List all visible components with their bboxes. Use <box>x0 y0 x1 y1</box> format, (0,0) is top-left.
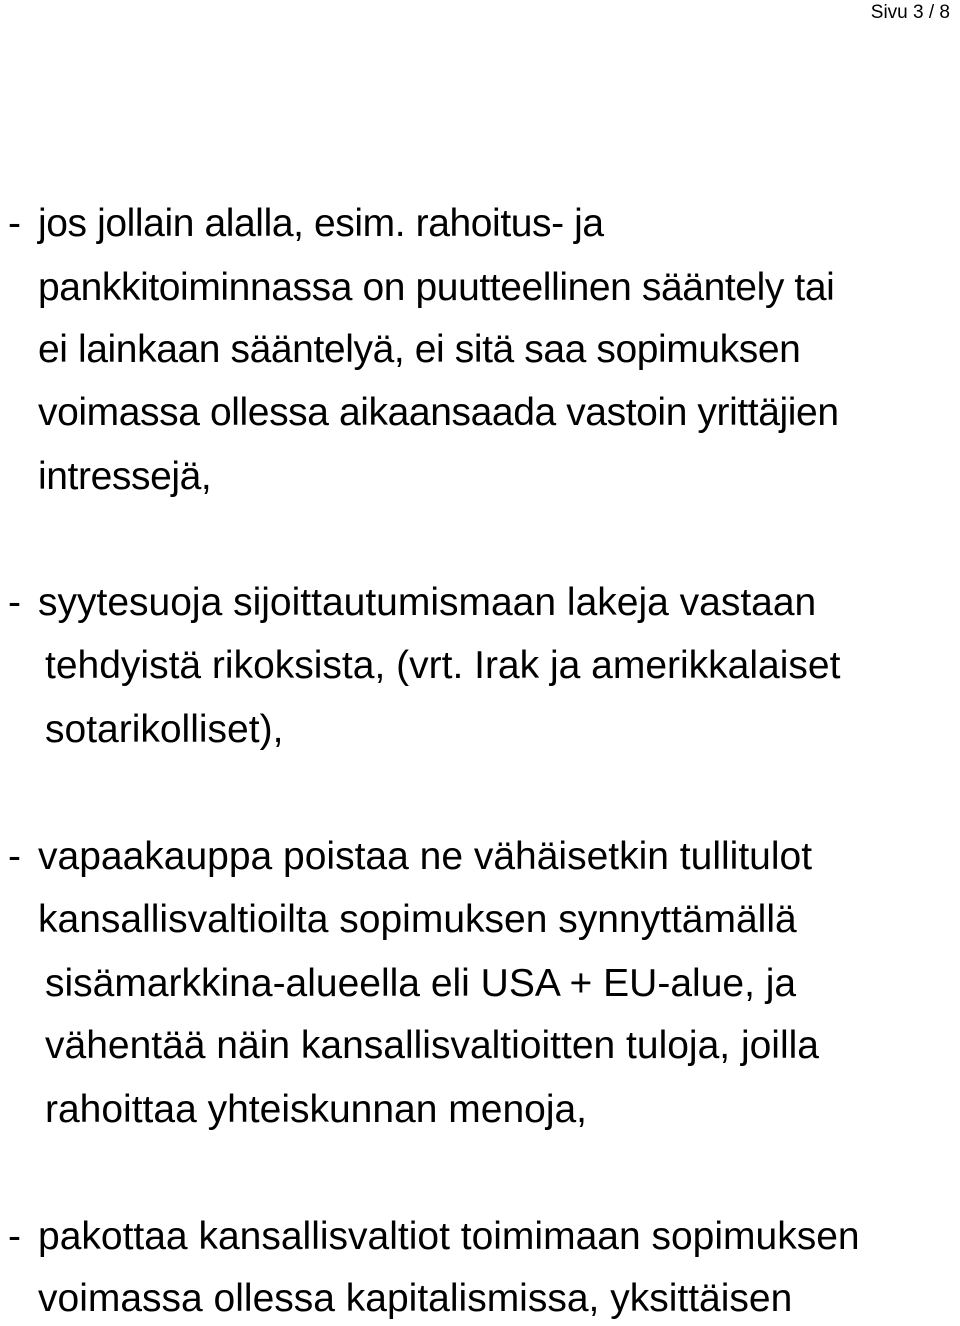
text-line: voimassa ollessa aikaansaada vastoin yrittäjien <box>38 391 839 434</box>
text-line: voimassa ollessa kapitalismissa, yksittäisen <box>38 1277 793 1320</box>
bullet-dash: - <box>8 835 21 878</box>
text-line: tehdyistä rikoksista, (vrt. Irak ja amerikkalaiset <box>45 644 841 687</box>
page-indicator: Sivu 3 / 8 <box>870 2 950 23</box>
bullet-dash: - <box>8 581 21 624</box>
bullet-dash: - <box>8 202 21 245</box>
text-line: jos jollain alalla, esim. rahoitus- ja <box>38 202 604 245</box>
text-line: vähentää näin kansallisvaltioitten tuloja, joilla <box>45 1024 819 1067</box>
text-line: sisämarkkina-alueella eli USA + EU-alue, ja <box>45 962 797 1005</box>
text-line: pakottaa kansallisvaltiot toimimaan sopimuksen <box>38 1215 860 1258</box>
bullet-dash: - <box>8 1215 21 1258</box>
text-line: pankkitoiminnassa on puutteellinen sääntely tai <box>38 266 835 309</box>
text-line: intressejä, <box>38 455 212 498</box>
text-line: ei lainkaan sääntelyä, ei sitä saa sopimuksen <box>38 328 801 371</box>
text-line: kansallisvaltioilta sopimuksen synnyttämällä <box>38 898 797 941</box>
text-line: syytesuoja sijoittautumismaan lakeja vastaan <box>38 581 817 624</box>
text-line: vapaakauppa poistaa ne vähäisetkin tullitulot <box>38 835 813 878</box>
text-line: sotarikolliset), <box>45 708 284 751</box>
text-line: rahoittaa yhteiskunnan menoja, <box>45 1088 588 1131</box>
